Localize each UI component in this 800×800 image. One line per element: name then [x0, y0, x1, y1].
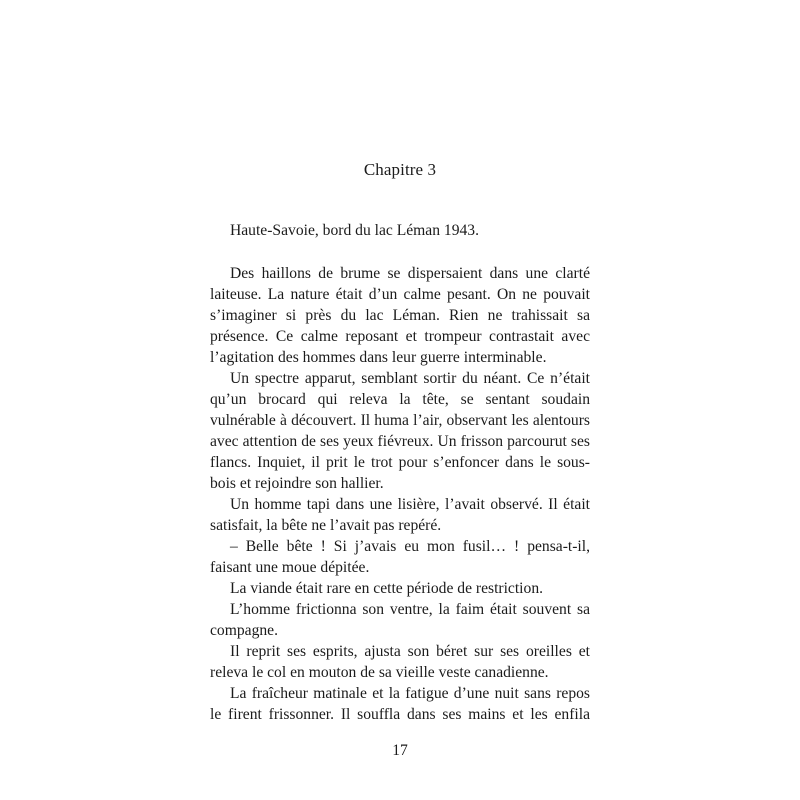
body-text	[210, 220, 590, 725]
paragraph: L’homme frictionna son ventre, la faim était souvent sa compagne.	[210, 601, 590, 639]
dialogue-paragraph: – Belle bête ! Si j’avais eu mon fusil… ! pensa-t-il, faisant une moue dépitée.	[210, 538, 590, 576]
page-number: 17	[392, 742, 408, 759]
location-line: Haute-Savoie, bord du lac Léman 1943.	[230, 222, 479, 239]
paragraph: La viande était rare en cette période de restriction.	[230, 580, 544, 597]
paragraph: Des haillons de brume se dispersaient dans une clarté laiteuse. La nature était d’un calme pesant. On ne pouvait s’imaginer si près du lac Léman. Rien ne trahissait sa présence. Ce calme reposant et trompeur contrastait avec l’agitation des hommes dans leur guerre interminable.	[210, 265, 590, 366]
paragraph: Il reprit ses esprits, ajusta son béret sur ses oreilles et releva le col en mouton de sa vieille veste canadienne.	[210, 643, 590, 681]
chapter-title: Chapitre 3	[363, 160, 437, 179]
paragraph: Un homme tapi dans une lisière, l’avait observé. Il était satisfait, la bête ne l’avait pas repéré.	[210, 496, 590, 534]
paragraph: Un spectre apparut, semblant sortir du néant. Ce n’était qu’un brocard qui releva la tête, se sentant soudain vulnérable à découvert. Il huma l’air, observant les alentours avec attention de ses yeux fiévreux. Un frisson parcourut ses flancs. Inquiet, il prit le trot pour s’enfoncer dans le sous-bois et rejoindre son hallier.	[210, 370, 590, 492]
paragraph: La fraîcheur matinale et la fatigue d’une nuit sans repos le firent frissonner. Il souffla dans ses mains et les enfila	[210, 685, 590, 723]
